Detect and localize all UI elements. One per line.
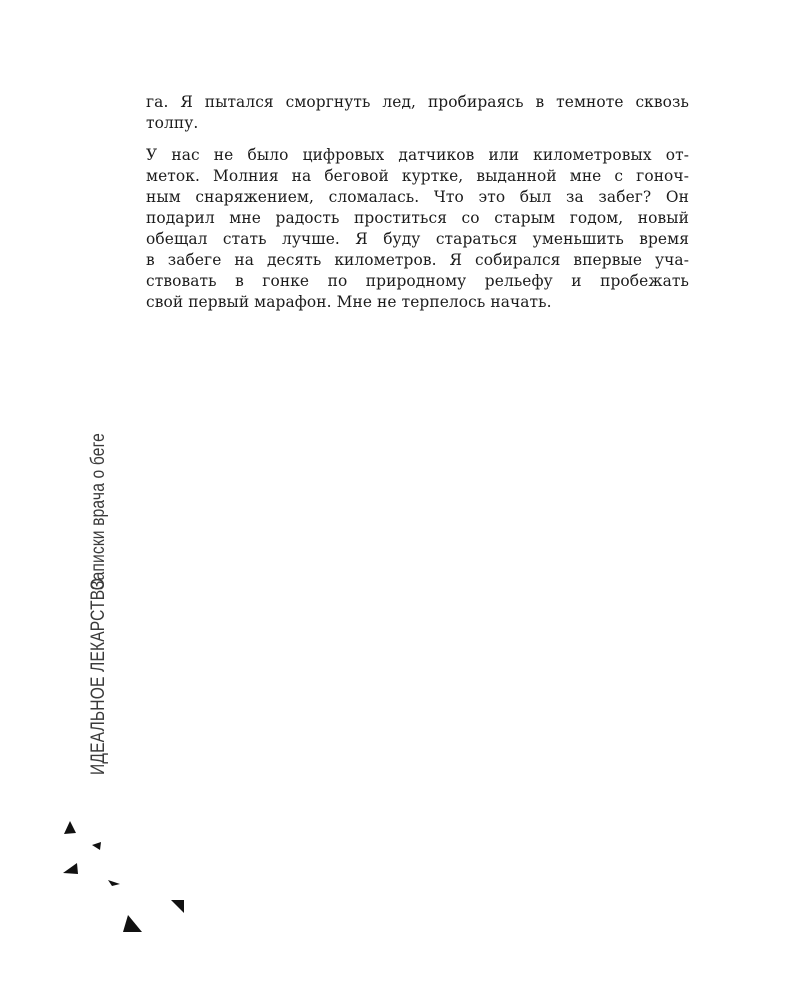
text-line: У нас не было цифровых датчиков или километровых от- [146, 146, 689, 164]
book-title: ИДЕАЛЬНОЕ ЛЕКАРСТВО [88, 577, 109, 775]
triangle-mark [64, 821, 76, 834]
text-line: обещал стать лучше. Я буду стараться уменьшить время [146, 230, 689, 248]
text-line: в забеге на десять километров. Я собирался впервые уча- [146, 251, 689, 269]
text-line: меток. Молния на беговой куртке, выданной мне с гоноч- [146, 167, 689, 185]
book-subtitle: Записки врача о беге [88, 433, 109, 590]
text-line: га. Я пытался сморгнуть лед, пробираясь в темноте сквозь [146, 93, 689, 111]
triangle-mark [171, 900, 184, 913]
text-line: толпу. [146, 114, 199, 132]
triangle-mark [92, 842, 101, 850]
text-line: свой первый марафон. Мне не терпелось начать. [146, 293, 552, 311]
triangle-mark [123, 915, 142, 932]
text-line: ствовать в гонке по природному рельефу и пробежать [146, 272, 689, 290]
triangle-mark [63, 863, 78, 874]
text-line: ным снаряжением, сломалась. Что это был за забег? Он [146, 188, 689, 206]
triangle-mark [108, 880, 120, 886]
text-line: подарил мне радость проститься со старым годом, новый [146, 209, 689, 227]
